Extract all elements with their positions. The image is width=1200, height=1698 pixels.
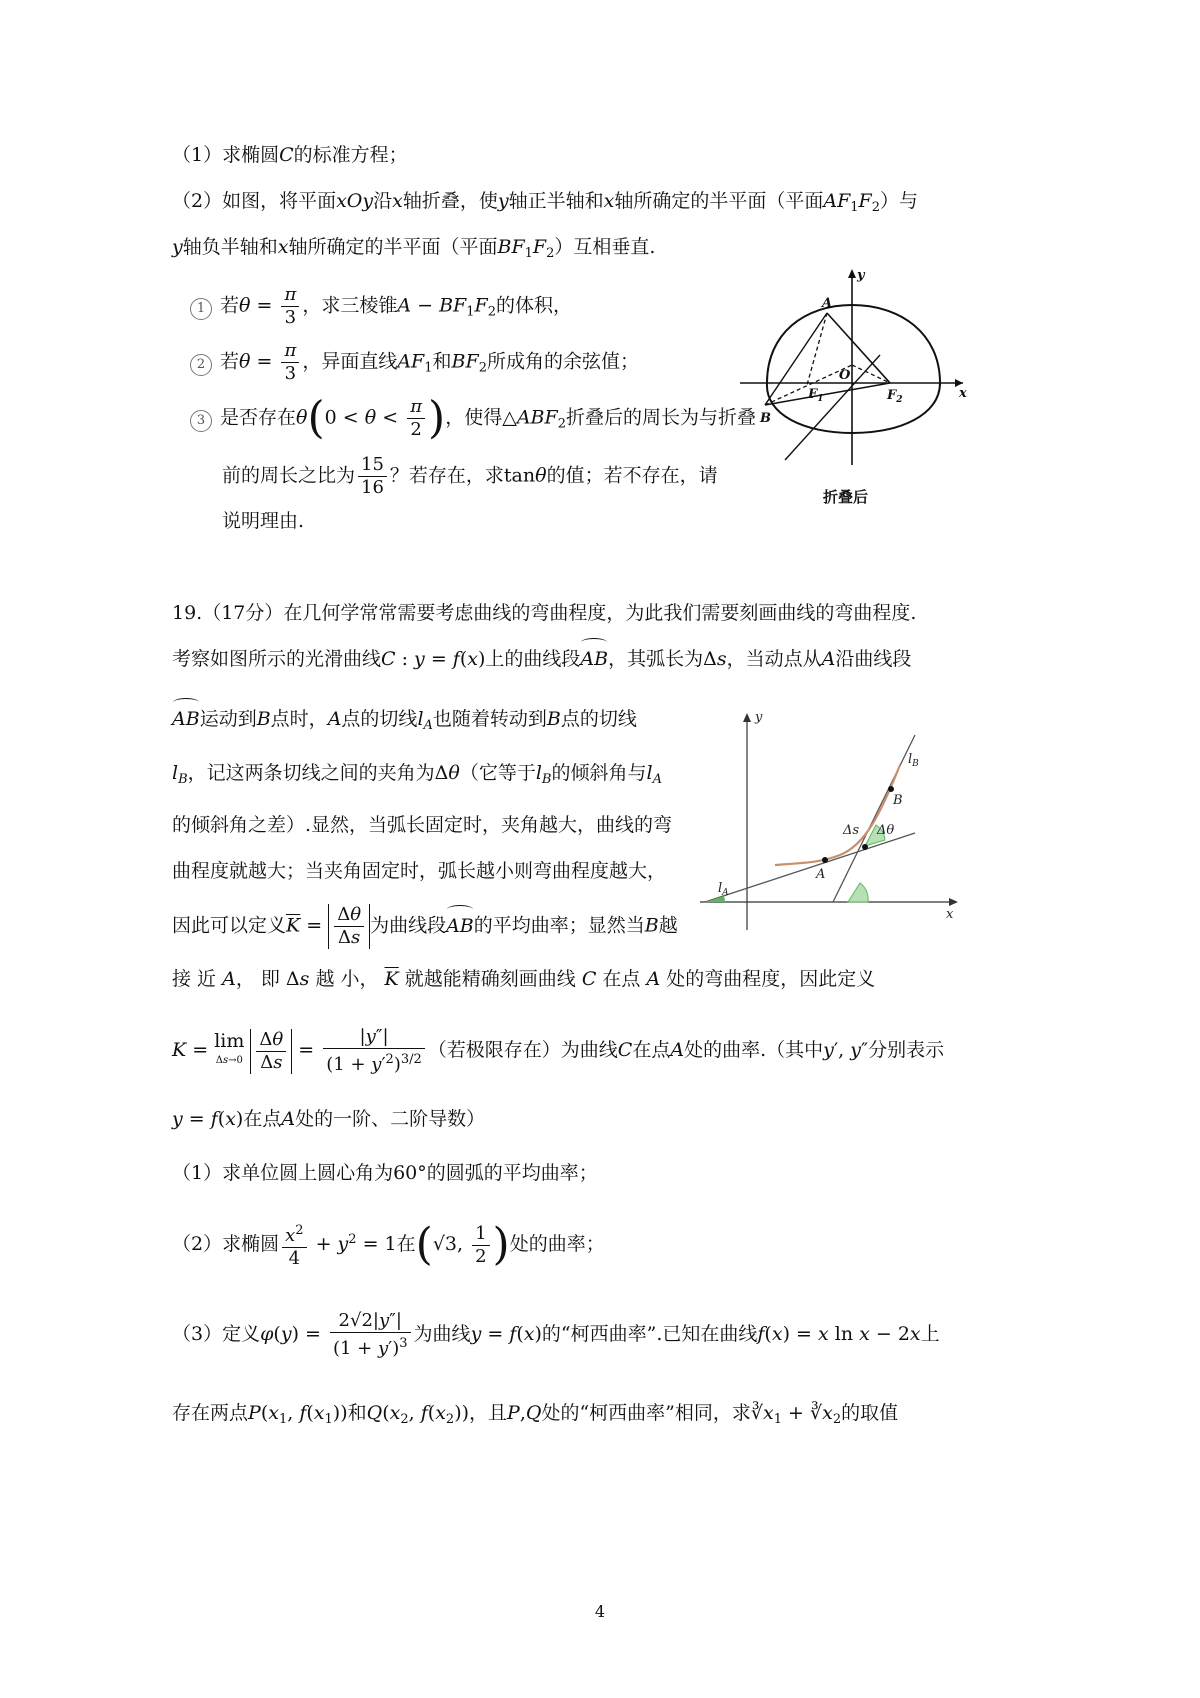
- label-A: A: [816, 867, 826, 882]
- label-B: B: [893, 793, 903, 808]
- label-F2: $F_2$: [887, 388, 903, 405]
- q19-line4: $l_B$，记这两条切线之间的夹角为Δθ（它等于$l_B$的倾斜角与$l_A$: [172, 762, 662, 787]
- label-B: B: [760, 411, 771, 426]
- q19-line7: 因此可以定义$\overline{K}$ = $\frac{\Delta\theta}{\Delta s}$ 为曲线段AB的平均曲率；显然当B越: [172, 904, 678, 948]
- circled-one: 1: [190, 298, 212, 320]
- label-A: A: [822, 296, 833, 311]
- label-O: O: [839, 368, 851, 383]
- tangent-lA: [705, 833, 915, 902]
- q19-part1: （1）求单位圆上圆心角为60°的圆弧的平均曲率；: [172, 1162, 598, 1184]
- label-delta-theta: Δθ: [877, 823, 895, 838]
- label-lB: $l_B$: [908, 752, 919, 769]
- q18-part2-line2: y轴负半轴和x轴所确定的半平面（平面$BF_1F_2$）互相垂直.: [172, 236, 656, 261]
- label-F1: $F_1$: [808, 387, 824, 404]
- label-y: y: [755, 710, 763, 725]
- label-delta-s: Δs: [843, 823, 860, 838]
- q19-line10: y = f(x)在点A处的一阶、二阶导数）: [172, 1108, 486, 1130]
- q19-part3-line1: （3）定义φ(y) = $\frac{2√2|y''|}{(1 + y')^3}$ 为曲线y = f(x)的“柯西曲率”.已知在曲线f(x) = x ln x − 2x上: [172, 1310, 940, 1359]
- curve-C: [775, 765, 900, 865]
- upper-half-ellipse: [767, 305, 940, 383]
- point-B: [888, 786, 894, 792]
- q19-part3-line2: 存在两点$P(x_1$, $f(x_1)$)和$Q(x_2$, $f(x_2)$)，且P,Q处的“柯西曲率”相同，求$∛x_1$ + $∛x_2$的取值: [172, 1402, 899, 1427]
- folded-ellipse-figure: [735, 265, 975, 480]
- circled-two: 2: [190, 354, 212, 376]
- circled-three: 3: [190, 410, 212, 432]
- q18-part1: （1）求椭圆C的标准方程；: [172, 144, 408, 166]
- label-lA: $l_A$: [718, 881, 729, 898]
- q19-line8: 接 近 A， 即 Δs 越 小， $\overline{K}$ 就越能精确刻画曲线 C 在点 A 处的弯曲程度，因此定义: [172, 968, 876, 990]
- q19-head: 19.（17分）在几何学常常需要考虑曲线的弯曲程度，为此我们需要刻画曲线的弯曲程度.: [172, 602, 917, 624]
- q19-line5: 的倾斜角之差）.显然，当弧长固定时，夹角越大，曲线的弯: [172, 814, 673, 836]
- page-number: 4: [594, 1602, 606, 1621]
- q18-sub1: 1 若θ = $\frac{\pi}{3}$ ，求三棱锥$A - BF_1F_2$的体积，: [190, 284, 572, 329]
- q19-part2: （2）求椭圆 $\frac{x^2}{4}$ + $y^2 = 1$在(√3, $\frac{1}{2}$ )处的曲率；: [172, 1219, 605, 1270]
- label-y: y: [857, 268, 865, 283]
- q18-sub3-line3: 说明理由.: [222, 510, 305, 532]
- q19-line9: K = lim Δs→0 $\frac{\Delta\theta}{\Delta s}$ = $\frac{|y''|}{(1 + y'^2)^{3/2}}$ （若极限存在）为曲线C在点A处的曲率.（其中y′, y″分别表示: [172, 1026, 945, 1075]
- q18-sub3-line2: 前的周长之比为 $\frac{15}{16}$ ？若存在，求tanθ的值；若不存在，请: [222, 454, 718, 498]
- q19-line2: 考察如图所示的光滑曲线C : y = f(x)上的曲线段AB，其弧长为Δs，当动点从A沿曲线段: [172, 644, 911, 674]
- q18-sub3-line1: 3 是否存在θ(0 < θ < $\frac{\pi}{2}$ )，使得$\triangle ABF_2$折叠后的周长为与折叠: [190, 396, 756, 441]
- label-x: x: [959, 386, 967, 401]
- point-A: [822, 857, 828, 863]
- tangent-lB: [833, 735, 915, 902]
- q19-line6: 曲程度就越大；当夹角固定时，弧长越小则弯曲程度越大，: [172, 860, 667, 882]
- q19-line3: AB运动到B点时，A点的切线$l_A$也随着转动到B点的切线: [172, 704, 637, 741]
- q18-sub2: 2 若θ = $\frac{\pi}{3}$ ，异面直线$AF_1$和$BF_2$所成角的余弦值；: [190, 340, 639, 385]
- q18-part2-line1: （2）如图，将平面xOy沿x轴折叠，使y轴正半轴和x轴所确定的半平面（平面$AF_1F_2$）与: [172, 190, 919, 215]
- lower-half-ellipse: [767, 383, 940, 433]
- curvature-figure: [700, 705, 965, 935]
- figure-caption: 折叠后: [823, 488, 869, 506]
- label-x: x: [946, 907, 954, 922]
- intersection-point: [862, 844, 868, 850]
